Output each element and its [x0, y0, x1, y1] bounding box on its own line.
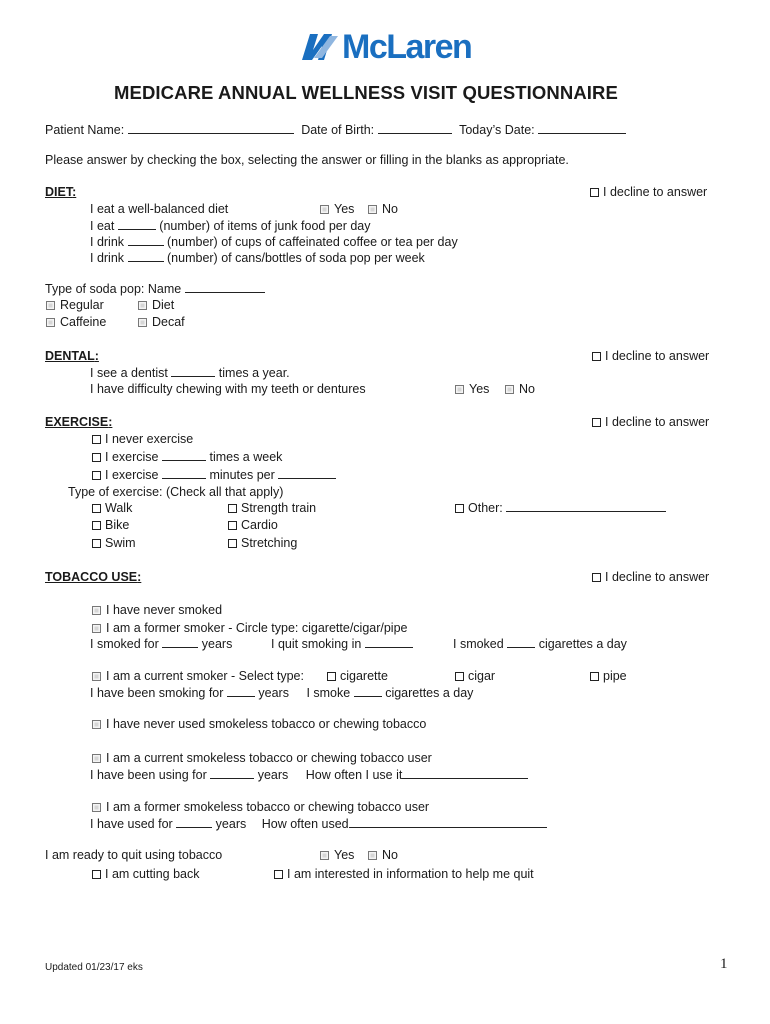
checkbox-icon[interactable] — [92, 672, 101, 681]
smoke-per-day-field[interactable] — [354, 685, 382, 697]
checkbox-icon[interactable] — [320, 851, 329, 860]
checkbox-icon[interactable] — [368, 205, 377, 214]
checkbox-icon[interactable] — [92, 539, 101, 548]
soda-caffeine[interactable]: Caffeine — [46, 314, 106, 330]
checkbox-icon[interactable] — [138, 301, 147, 310]
exercise-minutes[interactable]: I exercise minutes per — [92, 467, 336, 483]
tobacco-quit-in: I quit smoking in — [271, 636, 413, 652]
checkbox-icon[interactable] — [455, 504, 464, 513]
checkbox-icon[interactable] — [274, 870, 283, 879]
checkbox-icon[interactable] — [92, 606, 101, 615]
smoking-years-field[interactable] — [227, 685, 255, 697]
checkbox-icon[interactable] — [92, 720, 101, 729]
checkbox-icon[interactable] — [327, 672, 336, 681]
exercise-swim[interactable]: Swim — [92, 535, 136, 551]
exercise-minutes-field[interactable] — [162, 467, 206, 479]
dental-heading: DENTAL: — [45, 349, 99, 363]
dentist-times-field[interactable] — [171, 365, 215, 377]
exercise-never[interactable]: I never exercise — [92, 431, 193, 447]
dob-label: Date of Birth: — [301, 123, 375, 137]
how-often-used-field[interactable] — [349, 816, 547, 828]
diet-coffee: I drink (number) of cups of caffeinated coffee or tea per day — [90, 235, 458, 249]
soda-regular[interactable]: Regular — [46, 297, 104, 313]
checkbox-icon[interactable] — [46, 301, 55, 310]
exercise-type-label: Type of exercise: (Check all that apply) — [68, 485, 284, 499]
exercise-cardio[interactable]: Cardio — [228, 517, 278, 533]
checkbox-icon[interactable] — [138, 318, 147, 327]
dental-chewing-no[interactable]: No — [505, 381, 535, 397]
tobacco-cigarette[interactable]: cigarette — [327, 668, 388, 684]
patient-name-label: Patient Name: — [45, 123, 125, 137]
coffee-field[interactable] — [128, 234, 164, 246]
checkbox-icon[interactable] — [92, 521, 101, 530]
exercise-walk[interactable]: Walk — [92, 500, 132, 516]
smoked-cigarettes-field[interactable] — [507, 636, 535, 648]
page-title: MEDICARE ANNUAL WELLNESS VISIT QUESTIONNAIRE — [114, 82, 618, 103]
tobacco-used-for: I have used for years How often used — [90, 816, 547, 832]
tobacco-never-smokeless[interactable]: I have never used smokeless tobacco or chewing tobacco — [92, 716, 426, 732]
checkbox-icon[interactable] — [592, 352, 601, 361]
diet-soda: I drink (number) of cans/bottles of soda pop per week — [90, 251, 425, 265]
exercise-times-field[interactable] — [162, 449, 206, 461]
checkbox-icon[interactable] — [92, 754, 101, 763]
todays-date-label: Today’s Date: — [459, 123, 535, 137]
diet-junk-food: I eat (number) of items of junk food per day — [90, 219, 371, 233]
soda-field[interactable] — [128, 250, 164, 262]
dental-dentist: I see a dentist times a year. — [90, 366, 290, 380]
tobacco-former-smoker[interactable]: I am a former smoker - Circle type: cigarette/cigar/pipe — [92, 620, 408, 636]
mclaren-logo-icon — [300, 32, 340, 62]
using-years-field[interactable] — [210, 767, 254, 779]
ready-quit-no[interactable]: No — [368, 847, 398, 863]
exercise-decline[interactable]: I decline to answer — [592, 414, 709, 430]
tobacco-cutting-back[interactable]: I am cutting back — [92, 866, 200, 882]
checkbox-icon[interactable] — [228, 539, 237, 548]
checkbox-icon[interactable] — [46, 318, 55, 327]
tobacco-ready-quit: I am ready to quit using tobacco — [45, 848, 223, 862]
soda-decaf[interactable]: Decaf — [138, 314, 185, 330]
exercise-other[interactable]: Other: — [455, 500, 666, 516]
soda-diet[interactable]: Diet — [138, 297, 174, 313]
footer-updated: Updated 01/23/17 eks — [45, 962, 143, 973]
diet-decline[interactable]: I decline to answer — [590, 184, 707, 200]
checkbox-icon[interactable] — [92, 471, 101, 480]
smoked-years-field[interactable] — [162, 636, 198, 648]
junk-food-field[interactable] — [118, 218, 156, 230]
tobacco-current-smoker[interactable]: I am a current smoker - Select type: — [92, 668, 304, 684]
checkbox-icon[interactable] — [92, 870, 101, 879]
tobacco-current-smokeless[interactable]: I am a current smokeless tobacco or chewing tobacco user — [92, 750, 432, 766]
dental-decline[interactable]: I decline to answer — [592, 348, 709, 364]
ready-quit-yes[interactable]: Yes — [320, 847, 354, 863]
tobacco-cigar[interactable]: cigar — [455, 668, 495, 684]
instructions: Please answer by checking the box, selecting the answer or filling in the blanks as appropriate. — [45, 153, 569, 167]
soda-type: Type of soda pop: Name — [45, 281, 265, 297]
diet-heading: DIET: — [45, 185, 77, 199]
tobacco-heading: TOBACCO USE: — [45, 570, 142, 584]
exercise-heading: EXERCISE: — [45, 415, 113, 429]
how-often-use-field[interactable] — [402, 767, 528, 779]
checkbox-icon[interactable] — [92, 803, 101, 812]
checkbox-icon[interactable] — [455, 385, 464, 394]
patient-name-field[interactable] — [128, 122, 294, 134]
tobacco-never-smoked[interactable]: I have never smoked — [92, 602, 222, 618]
checkbox-icon[interactable] — [590, 672, 599, 681]
dob-field[interactable] — [378, 122, 452, 134]
quit-year-field[interactable] — [365, 636, 413, 648]
tobacco-decline[interactable]: I decline to answer — [592, 569, 709, 585]
checkbox-icon[interactable] — [228, 521, 237, 530]
tobacco-interested[interactable]: I am interested in information to help me quit — [274, 866, 534, 882]
exercise-bike[interactable]: Bike — [92, 517, 129, 533]
checkbox-icon[interactable] — [92, 435, 101, 444]
checkbox-icon[interactable] — [92, 624, 101, 633]
checkbox-icon[interactable] — [505, 385, 514, 394]
used-years-field[interactable] — [176, 816, 212, 828]
patient-info-row — [45, 122, 626, 138]
todays-date-field[interactable] — [538, 122, 626, 134]
tobacco-former-smokeless[interactable]: I am a former smokeless tobacco or chewing tobacco user — [92, 799, 429, 815]
page-number: 1 — [720, 956, 728, 972]
tobacco-smoked-for: I smoked for years — [90, 637, 233, 651]
tobacco-been-smoking: I have been smoking for years I smoke cigarettes a day — [90, 686, 474, 700]
diet-balanced: I eat a well-balanced diet — [90, 202, 229, 216]
checkbox-icon[interactable] — [592, 573, 601, 582]
dental-chewing: I have difficulty chewing with my teeth or dentures — [90, 382, 366, 396]
checkbox-icon[interactable] — [92, 504, 101, 513]
tobacco-been-using: I have been using for years How often I use it — [90, 767, 528, 783]
checkbox-icon[interactable] — [320, 205, 329, 214]
dental-chewing-yes[interactable]: Yes — [455, 381, 489, 397]
checkbox-icon[interactable] — [590, 188, 599, 197]
checkbox-icon[interactable] — [228, 504, 237, 513]
checkbox-icon[interactable] — [368, 851, 377, 860]
exercise-strength[interactable]: Strength train — [228, 500, 316, 516]
diet-balanced-no[interactable]: No — [368, 201, 398, 217]
exercise-stretching[interactable]: Stretching — [228, 535, 297, 551]
soda-name-field[interactable] — [185, 281, 265, 293]
exercise-other-field[interactable] — [506, 500, 666, 512]
diet-balanced-yes[interactable]: Yes — [320, 201, 354, 217]
checkbox-icon[interactable] — [92, 453, 101, 462]
exercise-times[interactable]: I exercise times a week — [92, 449, 282, 465]
checkbox-icon[interactable] — [592, 418, 601, 427]
checkbox-icon[interactable] — [455, 672, 464, 681]
exercise-per-field[interactable] — [278, 467, 336, 479]
tobacco-smoked-per-day: I smoked cigarettes a day — [453, 637, 627, 651]
tobacco-pipe[interactable]: pipe — [590, 668, 627, 684]
brand-name: McLaren — [342, 28, 472, 66]
